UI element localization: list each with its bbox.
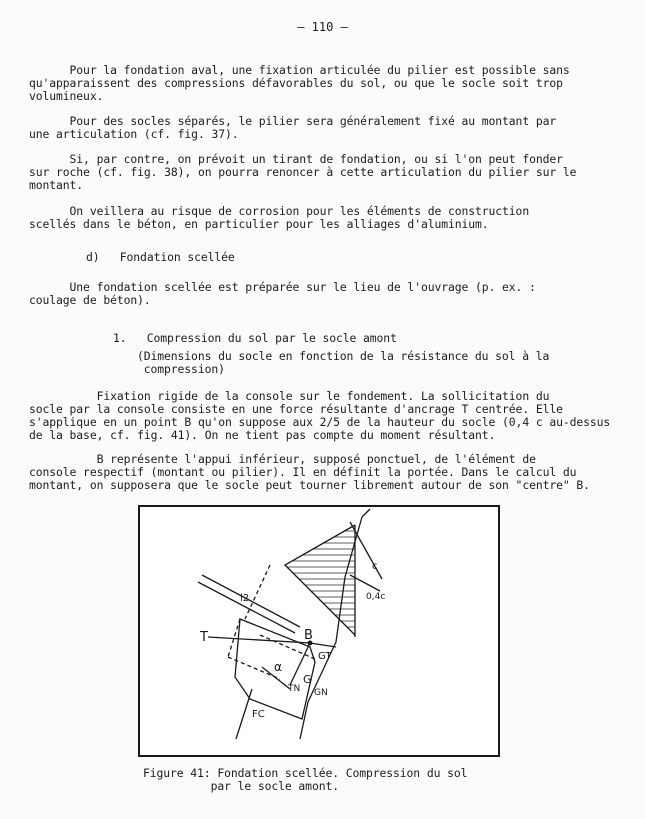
label-c: c: [372, 561, 378, 572]
section-heading: d) Fondation scellée: [86, 250, 235, 264]
paragraph-line: scellés dans le béton, en particulier pour les alliages d'aluminium.: [29, 217, 489, 231]
paragraph-line: socle par la console consiste en une force résultante d'ancrage T centrée. Elle: [29, 402, 563, 416]
construction-line: [245, 565, 270, 619]
paragraph-line: de la base, cf. fig. 41). On ne tient pas compte du moment résultant.: [29, 428, 496, 442]
figure-41-frame: [138, 505, 500, 757]
dimension-FC: [236, 689, 252, 739]
label-FC: FC: [252, 709, 265, 720]
paragraph-line: volumineux.: [29, 89, 104, 103]
item-heading: 1. Compression du sol par le socle amont: [113, 331, 397, 345]
label-l2: l2: [240, 593, 250, 604]
paragraph-line: On veillera au risque de corrosion pour les éléments de construction: [29, 204, 530, 218]
paragraph-line: coulage de béton).: [29, 293, 151, 307]
paragraph-line: qu'apparaissent des compressions défavorables du sol, ou que le socle soit trop: [29, 76, 563, 90]
paragraph-line: montant.: [29, 178, 84, 192]
label-TN: TN: [288, 684, 301, 694]
figure-41-diagram: [140, 507, 498, 755]
paragraph-line: Pour la fondation aval, une fixation articulée du pilier est possible sans: [29, 63, 570, 77]
label-G: G: [303, 673, 312, 686]
paragraph-line: Pour des socles séparés, le pilier sera généralement fixé au montant par: [29, 114, 557, 128]
paragraph-line: une articulation (cf. fig. 37).: [29, 127, 239, 141]
paragraph-line: Fixation rigide de la console sur le fondement. La sollicitation du: [29, 389, 550, 403]
label-alpha: α: [274, 660, 282, 674]
label-GN: GN: [314, 688, 328, 698]
label-B: B: [304, 628, 313, 643]
figure-caption: par le socle amont.: [143, 779, 339, 793]
paragraph-line: B représente l'appui inférieur, supposé ponctuel, de l'élément de: [29, 452, 536, 466]
paragraph-line: montant, on supposera que le socle peut tourner librement autour de son "centre" B.: [29, 478, 590, 492]
label-04c: 0,4c: [366, 592, 386, 602]
label-T: T: [200, 630, 208, 645]
console-strut-lower: [198, 582, 295, 633]
pressure-hatching: [240, 531, 370, 627]
page-number: – 110 –: [297, 20, 348, 34]
label-GT: GT: [318, 651, 332, 662]
slope-top: [362, 509, 370, 517]
figure-caption: Figure 41: Fondation scellée. Compression du sol: [143, 766, 468, 780]
console-strut-upper: [202, 575, 300, 627]
paragraph-line: console respectif (montant ou pilier). Il en définit la portée. Dans le calcul du: [29, 465, 577, 479]
paragraph-line: sur roche (cf. fig. 38), on pourra renoncer à cette articulation du pilier sur le: [29, 165, 577, 179]
paragraph-line: Une fondation scellée est préparée sur le lieu de l'ouvrage (p. ex. :: [29, 280, 536, 294]
force-T: [208, 637, 310, 643]
item-subline: compression): [137, 362, 225, 376]
paragraph-line: s'applique en un point B qu'on suppose aux 2/5 de la hauteur du socle (0,4 c au-dessus: [29, 415, 611, 429]
item-subline: (Dimensions du socle en fonction de la résistance du sol à la: [137, 349, 550, 363]
paragraph-line: Si, par contre, on prévoit un tirant de fondation, ou si l'on peut fonder: [29, 152, 563, 166]
force-GT: [310, 643, 336, 647]
